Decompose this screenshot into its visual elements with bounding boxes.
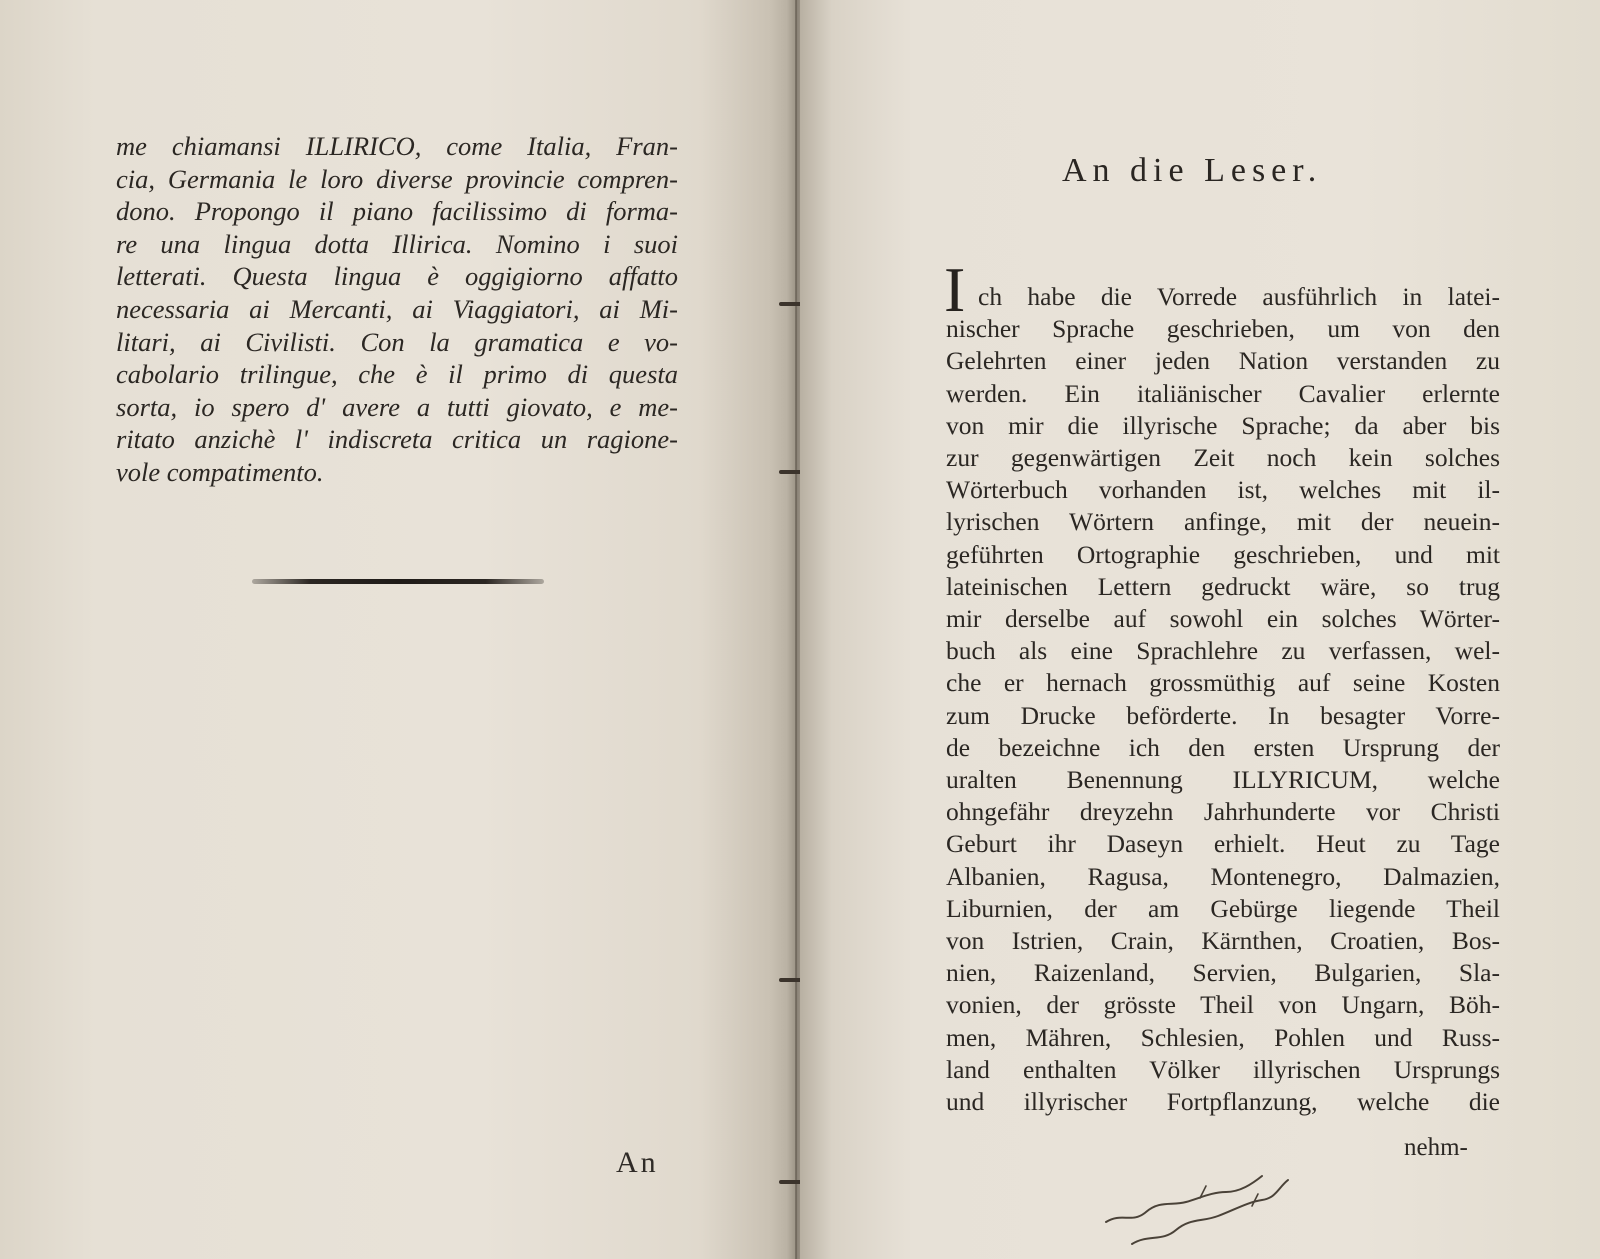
text-line: zum Drucke beförderte. In besagter Vorre- <box>946 700 1500 730</box>
text-line: cia, Germania le loro diverse provincie compren- <box>116 163 678 194</box>
text-line: werden. Ein italiänischer Cavalier erlernte <box>946 378 1500 408</box>
text-line: mir derselbe auf sowohl ein solches Wörter- <box>946 604 1500 634</box>
text-line: nischer Sprache geschrieben, um von den <box>946 314 1500 344</box>
catchword-right: nehm- <box>1404 1134 1468 1161</box>
handwritten-annotation <box>1102 1162 1292 1248</box>
text-line: de bezeichne ich den ersten Ursprung der <box>946 732 1500 762</box>
text-line: lyrischen Wörtern anfinge, mit der neuein- <box>946 507 1500 537</box>
text-line: letterati. Questa lingua è oggigiorno affatto <box>116 261 678 292</box>
text-line: ch habe die Vorrede ausführlich in latei- <box>978 282 1500 311</box>
text-line: litari, ai Civilisti. Con la gramatica e vo- <box>116 326 678 357</box>
section-divider-rule <box>252 579 544 584</box>
text-line: vonien, der grösste Theil von Ungarn, Böh- <box>946 990 1500 1020</box>
text-line: lateinischen Lettern gedruckt wäre, so trug <box>946 571 1500 601</box>
drop-cap: I <box>944 254 966 325</box>
text-line: ritato anzichè l' indiscreta critica un ragione- <box>116 424 678 455</box>
text-line: Wörterbuch vorhanden ist, welches mit il- <box>946 475 1500 505</box>
binding-thread <box>795 0 797 1259</box>
text-line: von Istrien, Crain, Kärnthen, Croatien, Bos- <box>946 926 1500 956</box>
text-line: Gelehrten einer jeden Nation verstanden zu <box>946 346 1500 376</box>
text-line: buch als eine Sprachlehre zu verfassen, wel- <box>946 636 1500 666</box>
text-line: land enthalten Völker illyrischen Ursprungs <box>946 1054 1500 1084</box>
page-heading: An die Leser. <box>1062 152 1323 189</box>
text-line: Geburt ihr Daseyn erhielt. Heut zu Tage <box>946 829 1500 859</box>
text-line: geführten Ortographie geschrieben, und mit <box>946 539 1500 569</box>
text-line: ohngefähr dreyzehn Jahrhunderte vor Christi <box>946 797 1500 827</box>
catchword-left: An <box>616 1146 659 1179</box>
text-line: re una lingua dotta Illirica. Nomino i suoi <box>116 228 678 259</box>
text-line: men, Mähren, Schlesien, Pohlen und Russ- <box>946 1022 1500 1052</box>
text-line: uralten Benennung ILLYRICUM, welche <box>946 765 1500 795</box>
text-line: dono. Propongo il piano facilissimo di forma- <box>116 196 678 227</box>
text-line: vole compatimento. <box>116 456 324 487</box>
text-line: zur gegenwärtigen Zeit noch kein solches <box>946 443 1500 473</box>
text-line: sorta, io spero d' avere a tutti giovato, e me- <box>116 391 678 422</box>
text-line: me chiamansi ILLIRICO, come Italia, Fran- <box>116 131 678 161</box>
text-line: nien, Raizenland, Servien, Bulgarien, Sla- <box>946 958 1500 988</box>
text-line: Albanien, Ragusa, Montenegro, Dalmazien, <box>946 861 1500 891</box>
right-page-text <box>946 281 1500 1118</box>
text-line: Liburnien, der am Gebürge liegende Theil <box>946 893 1500 923</box>
text-line: von mir die illyrische Sprache; da aber bis <box>946 410 1500 440</box>
left-page-text <box>116 130 678 489</box>
text-line: und illyrischer Fortpflanzung, welche die <box>946 1087 1500 1117</box>
text-line: necessaria ai Mercanti, ai Viaggiatori, ai Mi- <box>116 293 678 324</box>
text-line: che er hernach grossmüthig auf seine Kosten <box>946 668 1500 698</box>
left-page <box>0 0 794 1259</box>
text-line: cabolario trilingue, che è il primo di questa <box>116 359 678 390</box>
